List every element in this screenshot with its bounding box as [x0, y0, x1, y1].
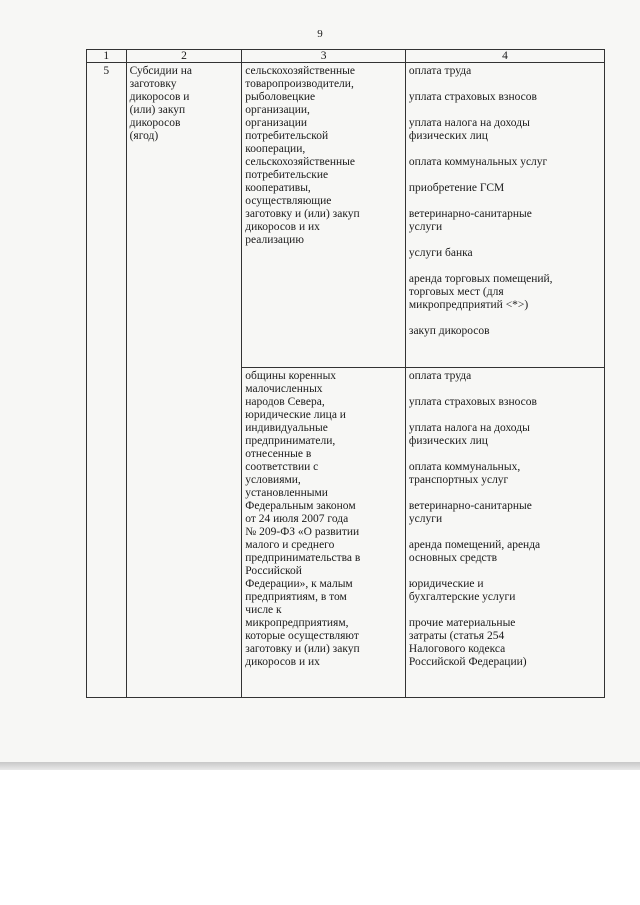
subsidy-name-line: дикоросов — [129, 117, 181, 129]
expense-line: оплата труда — [408, 370, 472, 382]
expense-line: услуги — [408, 221, 443, 233]
expense-line: торговых мест (для — [408, 286, 504, 298]
recipient-line: условиями, — [245, 474, 301, 486]
row-number: 5 — [87, 63, 127, 698]
subsidy-name-line: (или) закуп — [129, 104, 186, 116]
recipient-line: Федерации», к малым — [245, 578, 353, 590]
recipient-line: потребительские — [245, 169, 329, 181]
recipient-line: предприятиям, в том — [245, 591, 347, 603]
subsidy-name-line: заготовку — [129, 78, 177, 90]
expense-item — [409, 539, 601, 565]
recipient-line: предпринимательства в — [245, 552, 361, 564]
recipient-line: установленными — [245, 487, 328, 499]
expense-item — [409, 422, 601, 448]
recipient-line: заготовку и (или) закуп — [245, 643, 360, 655]
table-header-row — [87, 50, 605, 63]
expense-line: микропредприятий <*>) — [408, 299, 529, 311]
recipient-line: организации — [245, 117, 308, 129]
subsidy-name-line: Субсидии на — [129, 65, 192, 77]
recipient-line: осуществляющие — [245, 195, 332, 207]
recipients-cell — [242, 63, 406, 368]
expense-line: уплата налога на доходы — [408, 422, 530, 434]
scan-edge — [0, 762, 640, 770]
expense-item — [409, 370, 601, 383]
expense-item — [409, 247, 601, 260]
expense-line: физических лиц — [408, 435, 488, 447]
recipient-line: сельскохозяйственные — [245, 156, 355, 168]
header-col-3: 3 — [242, 50, 406, 63]
recipient-line: народов Севера, — [245, 396, 325, 408]
recipient-line: рыболовецкие — [245, 91, 316, 103]
expense-line: оплата коммунальных, — [408, 461, 521, 473]
recipient-line: предприниматели, — [245, 435, 336, 447]
recipient-line: отнесенные в — [245, 448, 312, 460]
recipient-line: малого и среднего — [245, 539, 335, 551]
expense-line: Российской Федерации) — [408, 656, 527, 668]
expense-line: уплата налога на доходы — [408, 117, 530, 129]
expense-line: оплата труда — [408, 65, 472, 77]
expenses-cell — [405, 63, 604, 368]
subsidy-name-line: дикоросов и — [129, 91, 190, 103]
expense-item — [409, 325, 601, 338]
expense-line: физических лиц — [408, 130, 488, 142]
expense-line: юридические и — [408, 578, 484, 590]
header-col-2: 2 — [126, 50, 242, 63]
expense-line: ветеринарно-санитарные — [408, 208, 532, 220]
expense-item — [409, 396, 601, 409]
expense-line: основных средств — [408, 552, 498, 564]
table-row — [87, 63, 605, 368]
recipient-line: юридические лица и — [245, 409, 346, 421]
expense-line: услуги банка — [408, 247, 473, 259]
header-col-4: 4 — [405, 50, 604, 63]
expense-item — [409, 273, 601, 312]
expense-item — [409, 617, 601, 669]
expense-item — [409, 91, 601, 104]
expense-line: ветеринарно-санитарные — [408, 500, 532, 512]
expense-line: аренда помещений, аренда — [408, 539, 541, 551]
recipient-line: кооперативы, — [245, 182, 311, 194]
subsidy-table — [86, 49, 605, 698]
expense-line: затраты (статья 254 — [408, 630, 505, 642]
recipient-line: сельскохозяйственные — [245, 65, 355, 77]
expense-line: услуги — [408, 513, 443, 525]
recipient-line: организации, — [245, 104, 310, 116]
recipient-line: микропредприятиям, — [245, 617, 349, 629]
recipient-line: дикоросов и их — [245, 221, 320, 233]
expense-line: бухгалтерские услуги — [408, 591, 516, 603]
subsidy-name-line: (ягод) — [129, 130, 159, 142]
expense-item — [409, 500, 601, 526]
recipient-line: от 24 июля 2007 года — [245, 513, 349, 525]
expense-line: аренда торговых помещений, — [408, 273, 553, 285]
expense-line: закуп дикоросов — [408, 325, 490, 337]
recipient-line: соответствии с — [245, 461, 319, 473]
recipient-line: малочисленных — [245, 383, 323, 395]
recipient-line: Федеральным законом — [245, 500, 356, 512]
expense-line: транспортных услуг — [408, 474, 509, 486]
expense-line: приобретение ГСМ — [408, 182, 505, 194]
expense-line: прочие материальные — [408, 617, 516, 629]
recipient-line: заготовку и (или) закуп — [245, 208, 360, 220]
recipient-line: реализацию — [245, 234, 304, 246]
expense-item — [409, 182, 601, 195]
expense-item — [409, 117, 601, 143]
recipient-line: дикоросов и их — [245, 656, 320, 668]
recipient-line: кооперации, — [245, 143, 306, 155]
page-number: 9 — [317, 28, 323, 40]
recipient-line: товаропроизводители, — [245, 78, 354, 90]
expense-item — [409, 208, 601, 234]
recipient-line: которые осуществляют — [245, 630, 359, 642]
expense-line: Налогового кодекса — [408, 643, 506, 655]
recipient-line: числе к — [245, 604, 282, 616]
expense-line: уплата страховых взносов — [408, 91, 537, 103]
header-col-1: 1 — [87, 50, 127, 63]
recipient-line: индивидуальные — [245, 422, 328, 434]
recipients-cell — [242, 368, 406, 698]
subsidy-name — [126, 63, 242, 698]
recipient-line: Российской — [245, 565, 302, 577]
expense-item — [409, 65, 601, 78]
recipient-line: № 209-ФЗ «О развитии — [245, 526, 360, 538]
expenses-cell — [405, 368, 604, 698]
recipient-line: общины коренных — [245, 370, 337, 382]
expense-line: оплата коммунальных услуг — [408, 156, 548, 168]
expense-item — [409, 578, 601, 604]
expense-item — [409, 156, 601, 169]
expense-line: уплата страховых взносов — [408, 396, 537, 408]
expense-item — [409, 461, 601, 487]
recipient-line: потребительской — [245, 130, 329, 142]
